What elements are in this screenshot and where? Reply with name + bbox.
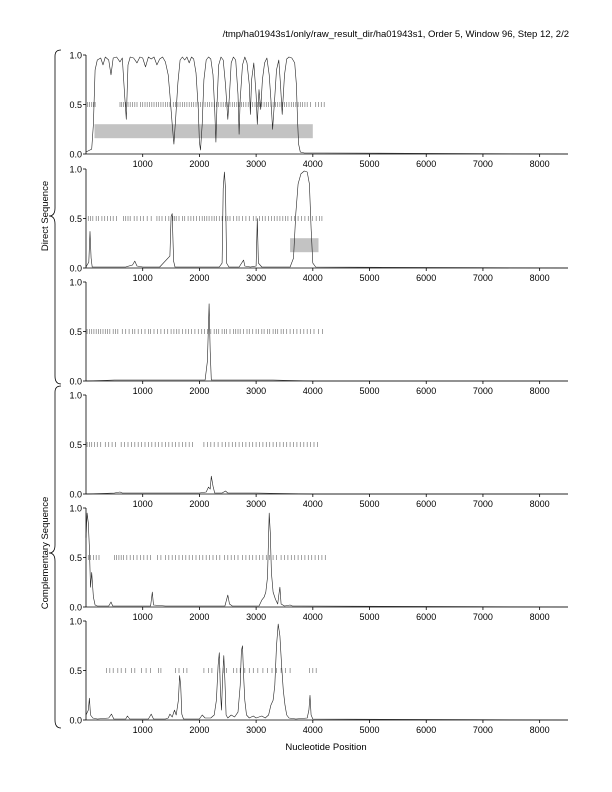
header-path: /tmp/ha01943s1/only/raw_result_dir/ha01943s1, Order 5, Window 96, Step 12, 2/2 <box>222 29 569 40</box>
y-tick-label: 0.0 <box>69 376 82 387</box>
x-tick-label: 2000 <box>189 159 210 169</box>
x-tick-label: 6000 <box>416 612 437 622</box>
x-tick-label: 8000 <box>529 612 550 622</box>
x-tick-label: 6000 <box>416 159 437 169</box>
x-tick-label: 3000 <box>246 612 267 622</box>
x-tick-label: 6000 <box>416 273 437 283</box>
x-tick-label: 1000 <box>132 499 153 509</box>
y-tick-label: 0.5 <box>69 666 82 676</box>
y-tick-label: 0.5 <box>69 100 82 110</box>
x-tick-label: 3000 <box>246 499 267 509</box>
x-tick-label: 2000 <box>189 612 210 622</box>
panel-1 <box>69 51 568 170</box>
y-tick-label: 0.0 <box>69 149 82 160</box>
panel-3 <box>69 278 568 397</box>
x-tick-label: 7000 <box>472 386 493 396</box>
x-tick-label: 1000 <box>132 386 153 396</box>
series-line <box>86 513 568 607</box>
x-tick-label: 3000 <box>246 725 267 735</box>
x-tick-label: 2000 <box>189 499 210 509</box>
x-tick-label: 7000 <box>472 499 493 509</box>
x-tick-label: 4000 <box>302 612 323 622</box>
y-tick-label: 0.5 <box>69 553 82 563</box>
x-tick-label: 6000 <box>416 386 437 396</box>
x-tick-label: 1000 <box>132 159 153 169</box>
x-tick-label: 7000 <box>472 273 493 283</box>
panels <box>69 51 568 736</box>
series-line <box>86 171 568 268</box>
x-tick-label: 4000 <box>302 159 323 169</box>
x-tick-label: 5000 <box>359 725 380 735</box>
panel-6 <box>69 617 568 736</box>
x-tick-label: 5000 <box>359 386 380 396</box>
x-tick-label: 3000 <box>246 273 267 283</box>
y-tick-label: 1.0 <box>69 503 82 514</box>
x-tick-label: 3000 <box>246 159 267 169</box>
y-tick-label: 1.0 <box>69 277 82 288</box>
x-tick-label: 8000 <box>529 386 550 396</box>
y-tick-label: 0.0 <box>69 602 82 613</box>
x-tick-label: 8000 <box>529 159 550 169</box>
x-tick-label: 7000 <box>472 159 493 169</box>
x-tick-label: 5000 <box>359 612 380 622</box>
x-tick-label: 5000 <box>359 159 380 169</box>
y-tick-label: 1.0 <box>69 616 82 627</box>
y-tick-label: 0.0 <box>69 489 82 500</box>
panel-5 <box>69 504 568 623</box>
panel-4 <box>69 391 568 510</box>
y-tick-label: 0.5 <box>69 440 82 450</box>
x-tick-label: 1000 <box>132 273 153 283</box>
x-tick-label: 4000 <box>302 386 323 396</box>
x-tick-label: 5000 <box>359 499 380 509</box>
x-tick-label: 8000 <box>529 273 550 283</box>
x-tick-label: 4000 <box>302 273 323 283</box>
x-tick-label: 4000 <box>302 725 323 735</box>
series-line <box>86 304 568 381</box>
x-axis-label: Nucleotide Position <box>285 742 367 753</box>
y-tick-label: 1.0 <box>69 50 82 61</box>
complementary-group-label: Complementary Sequence <box>40 496 51 610</box>
series-line <box>86 476 568 494</box>
x-tick-label: 7000 <box>472 725 493 735</box>
y-tick-label: 1.0 <box>69 164 82 175</box>
x-tick-label: 8000 <box>529 499 550 509</box>
panel-2 <box>69 165 568 284</box>
y-tick-label: 1.0 <box>69 390 82 401</box>
x-tick-label: 3000 <box>246 386 267 396</box>
x-tick-label: 2000 <box>189 386 210 396</box>
x-tick-label: 1000 <box>132 612 153 622</box>
x-tick-label: 5000 <box>359 273 380 283</box>
x-tick-label: 2000 <box>189 273 210 283</box>
y-tick-label: 0.5 <box>69 327 82 337</box>
y-tick-label: 0.5 <box>69 214 82 224</box>
x-tick-label: 8000 <box>529 725 550 735</box>
y-tick-label: 0.0 <box>69 263 82 274</box>
direct-group-label: Direct Sequence <box>40 180 51 252</box>
x-tick-label: 1000 <box>132 725 153 735</box>
highlight-bar <box>95 124 313 138</box>
x-tick-label: 4000 <box>302 499 323 509</box>
x-tick-label: 2000 <box>189 725 210 735</box>
x-tick-label: 6000 <box>416 499 437 509</box>
x-tick-label: 7000 <box>472 612 493 622</box>
y-tick-label: 0.0 <box>69 715 82 726</box>
x-tick-label: 6000 <box>416 725 437 735</box>
